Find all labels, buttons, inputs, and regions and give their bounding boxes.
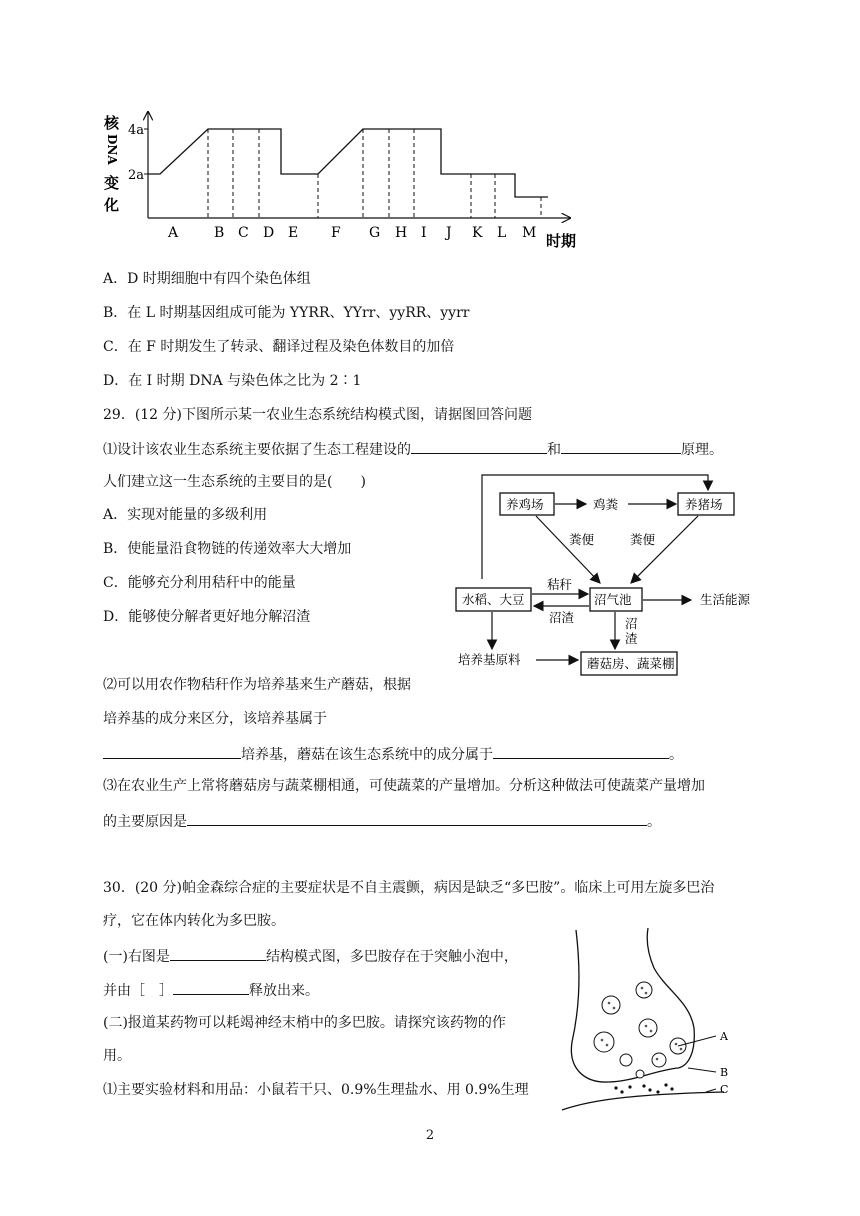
q29-p3-text-c: 。 [647, 814, 661, 830]
x-axis-label: 时期 [546, 232, 577, 250]
straw-label: 秸秆 [547, 577, 573, 592]
q30-s1-text-d: 释放出来。 [249, 983, 319, 999]
answer-blank-5[interactable] [187, 810, 647, 826]
feces-left-label: 粪便 [569, 532, 595, 547]
q29-part2-line2: 培养基的成分来区分，该培养基属于 [103, 711, 327, 727]
synapse-label-C: C [720, 1083, 729, 1096]
q28-option-c: C．在 F 时期发生了转录、翻译过程及染色体数目的加倍 [103, 339, 455, 355]
q29-part3-line2 [103, 810, 661, 832]
q29-part2-line1: ⑵可以用农作物秸秆作为培养基来生产蘑菇，根据 [103, 677, 411, 693]
x-label-J: J [446, 225, 452, 241]
q29-part2-line3 [103, 743, 683, 765]
residue-left-label: 沼渣 [549, 610, 575, 625]
answer-blank-3[interactable] [103, 743, 241, 759]
q29-option-d: D．能够使分解者更好地分解沼渣 [103, 609, 311, 625]
q30-part1-line2 [103, 979, 319, 1001]
q29-part1-question: 人们建立这一生态系统的主要目的是( ) [103, 474, 366, 490]
presynaptic-membrane [571, 928, 694, 1082]
q29-part3-line1: ⑶在农业生产上常将蘑菇房与蔬菜棚相通，可使蔬菜的产量增加。分析这种做法可使蔬菜产量增加 [103, 778, 705, 794]
q30-part2-line2: 用。 [103, 1048, 131, 1064]
top-loop-arrow [482, 475, 708, 579]
q28-option-b: B．在 L 时期基因组成可能为 YYRR、YYrr、yyRR、yyrr [103, 305, 470, 321]
living-energy-label: 生活能源 [700, 592, 751, 607]
answer-blank-4[interactable] [493, 743, 669, 759]
q29-p1-text-b: 和 [547, 442, 561, 458]
x-label-F: F [331, 225, 341, 241]
synapse-diagram [556, 920, 756, 1120]
residue-down-label-2: 渣 [625, 631, 638, 646]
q29-option-a: A．实现对能量的多级利用 [103, 507, 268, 523]
answer-blank-1[interactable] [411, 438, 547, 454]
q29-p1-text-a: ⑴设计该农业生态系统主要依据了生态工程建设的 [103, 442, 411, 458]
biogas-pit-label: 沼气池 [594, 592, 632, 607]
x-label-M: M [522, 225, 537, 241]
y-axis-label: 核变化 [104, 114, 120, 214]
x-label-B: B [214, 225, 225, 241]
y-axis-label-dna: DNA [105, 134, 119, 165]
y-tick-2a: 2a [128, 168, 145, 183]
feces-right-label: 粪便 [630, 532, 656, 547]
x-label-H: H [395, 225, 408, 241]
q29-part1-line [103, 438, 723, 460]
q29-title: 29．(12 分)下图所示某一农业生态系统结构模式图，请据图回答问题 [103, 407, 533, 423]
q30-title: 30．(20 分)帕金森综合症的主要症状是不自主震颤，病因是缺乏“多巴胺”。临床上可用左旋多巴治 [103, 880, 715, 896]
x-label-C: C [238, 225, 249, 241]
pig-farm-label: 养猪场 [685, 497, 723, 512]
q29-p2-text-c: 培养基，蘑菇在该生态系统中的成分属于 [241, 747, 493, 763]
x-label-I: I [421, 225, 427, 241]
mushroom-veg-label: 蘑菇房、蔬菜棚 [587, 656, 675, 671]
q30-part2-line1: (二)报道某药物可以耗竭神经末梢中的多巴胺。请探究该药物的作 [103, 1015, 506, 1031]
x-label-L: L [497, 225, 507, 241]
chicken-manure-label: 鸡粪 [593, 497, 619, 512]
answer-blank-6[interactable] [170, 945, 266, 961]
rice-soy-label: 水稻、大豆 [462, 592, 525, 607]
ecosystem-diagram [448, 466, 768, 684]
q30-part1-line1 [103, 945, 518, 967]
q30-part2-materials: ⑴主要实验材料和用品：小鼠若干只、0.9%生理盐水、用 0.9%生理 [103, 1082, 529, 1098]
residue-down-label-1: 沼 [625, 616, 638, 631]
dna-content-chart [100, 100, 590, 260]
q28-option-d: D．在 I 时期 DNA 与染色体之比为 2∶1 [103, 373, 362, 389]
synaptic-vesicles [594, 982, 686, 1078]
q28-option-a: A．D 时期细胞中有四个染色体组 [103, 271, 311, 287]
x-label-E: E [288, 225, 299, 241]
synapse-label-B: B [720, 1066, 729, 1079]
x-label-A: A [168, 225, 179, 241]
postsynaptic-membrane [562, 1092, 724, 1110]
answer-blank-2[interactable] [561, 438, 681, 454]
q30-s1-text-c: 并由［ ］ [103, 983, 173, 999]
x-label-K: K [472, 225, 483, 241]
q29-p1-text-c: 原理。 [681, 442, 723, 458]
x-label-G: G [369, 225, 381, 241]
page-number: 2 [425, 1128, 435, 1143]
synapse-label-A: A [720, 1030, 728, 1043]
q29-option-b: B．使能量沿食物链的传递效率大大增加 [103, 541, 352, 557]
neurotransmitter-dots [614, 1083, 673, 1093]
x-label-D: D [263, 225, 275, 241]
answer-blank-7[interactable] [173, 979, 249, 995]
q29-option-c: C．能够充分利用秸秆中的能量 [103, 575, 296, 591]
medium-material-label: 培养基原料 [458, 652, 521, 667]
q29-p2-text-d: 。 [669, 747, 683, 763]
q30-s1-text-b: 结构模式图，多巴胺存在于突触小泡中， [265, 949, 518, 965]
x-labels [167, 225, 536, 241]
chicken-farm-label: 养鸡场 [506, 497, 544, 512]
q30-title-cont: 疗，它在体内转化为多巴胺。 [103, 913, 285, 929]
y-tick-4a: 4a [128, 123, 145, 138]
q30-s1-text-a: (一)右图是 [103, 949, 170, 965]
q29-p3-text-b: 的主要原因是 [103, 814, 187, 830]
